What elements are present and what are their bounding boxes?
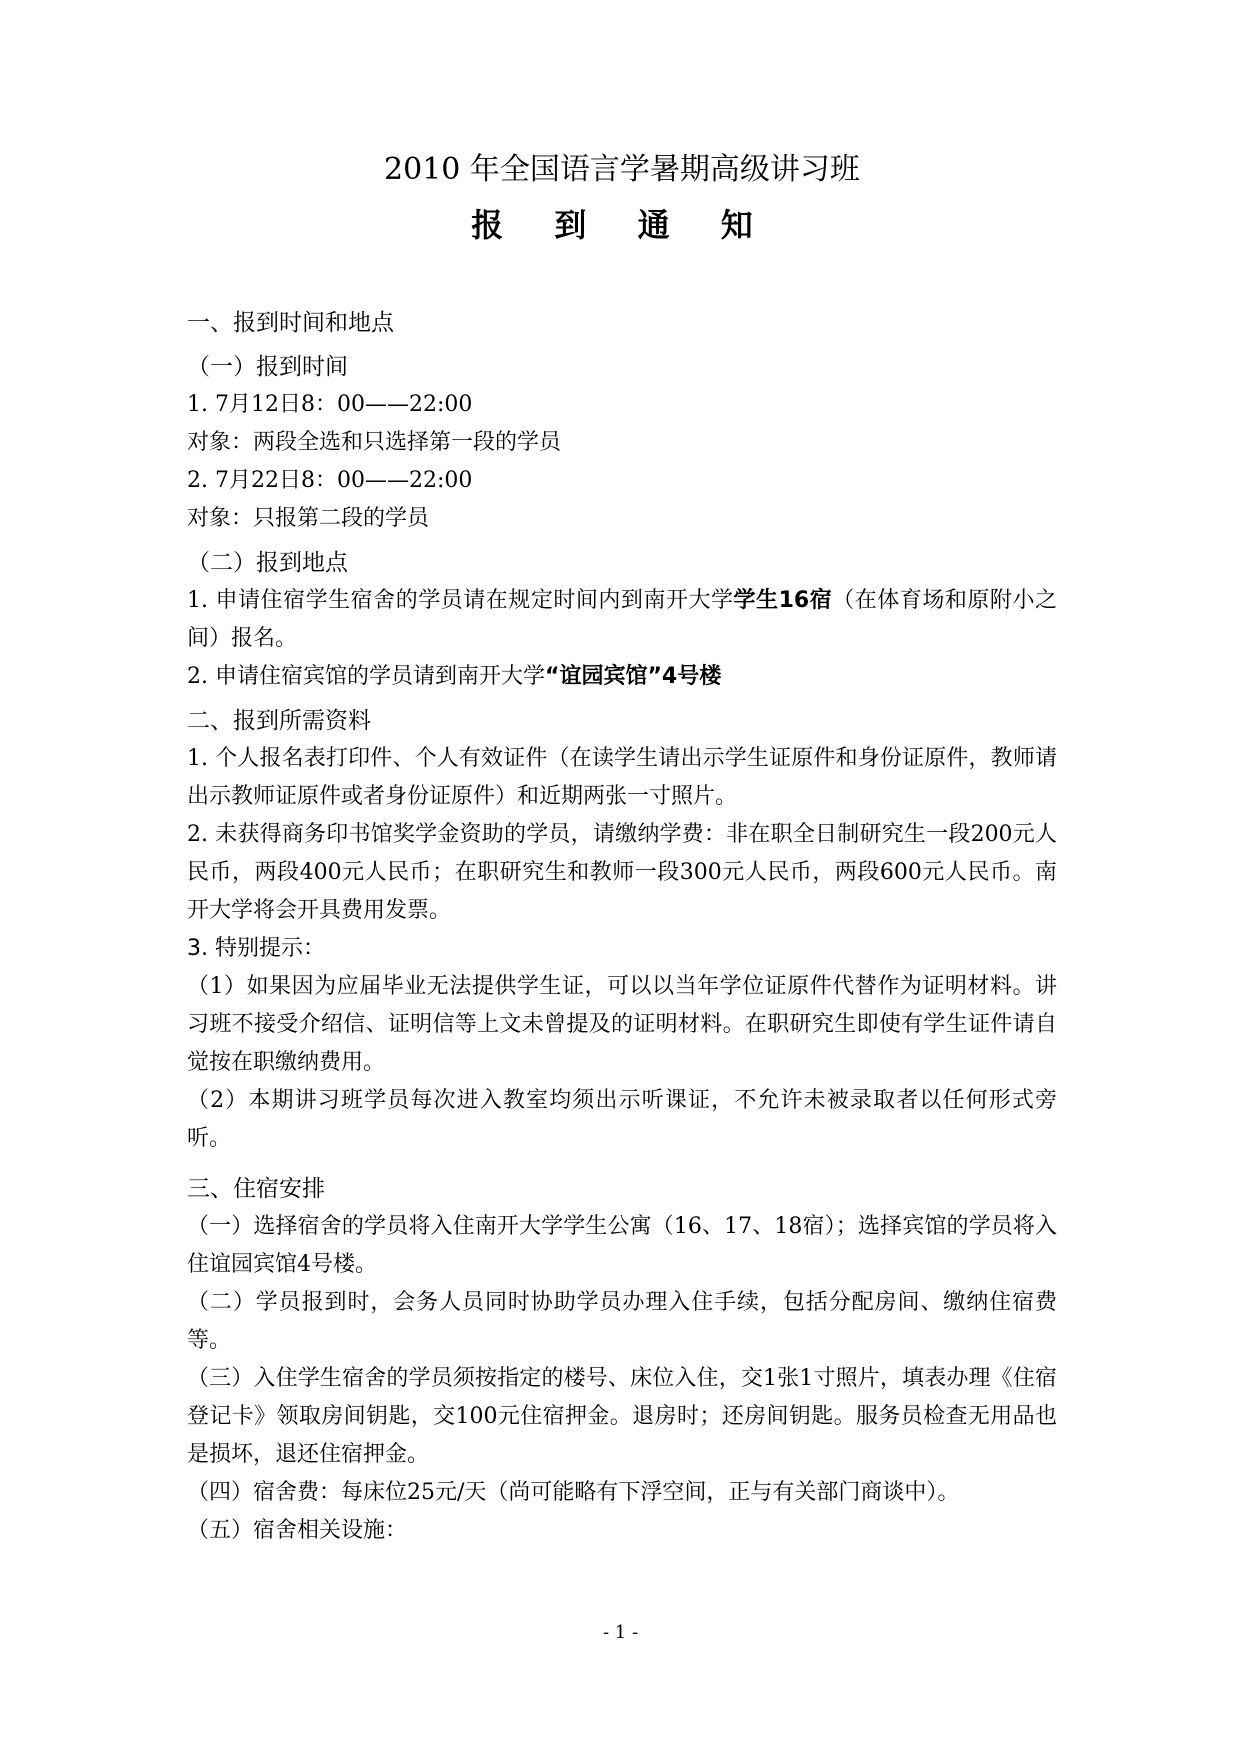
accommodation-item-3-text: 入住学生宿舍的学员须按指定的楼号、床位入住，交1张1寸照片，填表办理《住宿登记卡》领取房间钥匙，交100元住宿押金。退房时；还房间钥匙。服务员检查无用品也是损坏，退还住宿押金。 (187, 1366, 1057, 1467)
accommodation-item-5-lead: （五） (187, 1518, 254, 1543)
section-1-sub2-heading: （二）报到地点 (187, 550, 348, 576)
accommodation-item-5 (187, 1512, 1057, 1550)
registration-place-1-location: 学生16宿 (733, 588, 833, 613)
registration-time-2: 2. 7月22日8：00——22:00 (187, 468, 473, 493)
section-1-heading: 一、报到时间和地点 (187, 310, 394, 336)
section-2-heading: 二、报到所需资料 (187, 708, 371, 734)
accommodation-item-4 (187, 1474, 1057, 1512)
accommodation-item-3-lead: （三） (187, 1366, 254, 1391)
accommodation-item-4-text: 宿舍费：每床位25元/天（尚可能略有下浮空间，正与有关部门商谈中）。 (253, 1480, 960, 1505)
registration-place-1-text-c: （在体育场和原附小之间）报名。 (187, 588, 1057, 651)
document-title: 2010 年全国语言学暑期高级讲习班 (384, 152, 860, 187)
accommodation-item-5-text: 宿舍相关设施： (253, 1518, 408, 1543)
registration-place-2 (187, 658, 1057, 696)
document-page (187, 150, 1057, 1550)
accommodation-item-2-text: 学员报到时，会务人员同时协助学员办理入住手续，包括分配房间、缴纳住宿费等。 (187, 1290, 1057, 1353)
accommodation-item-2 (187, 1284, 1057, 1360)
accommodation-item-1-text: 选择宿舍的学员将入住南开大学学生公寓（16、17、18宿）；选择宾馆的学员将入住谊园宾馆4号楼。 (187, 1214, 1057, 1277)
registration-place-2-location: “谊园宾馆”4号楼 (545, 664, 722, 689)
special-note-2: （2）本期讲习班学员每次进入教室均须出示听课证，不允许未被录取者以任何形式旁听。 (187, 1088, 1057, 1151)
page-number: - 1 - (602, 1622, 639, 1643)
section-1-sub1-heading: （一）报到时间 (187, 354, 348, 380)
registration-time-1: 1. 7月12日8：00——22:00 (187, 392, 473, 417)
registration-place-1-text-a: 1. 申请住宿学生宿舍的学员请在规定时间内到南开大学 (187, 588, 734, 613)
accommodation-item-1-lead: （一） (187, 1214, 254, 1239)
materials-item-1: 1. 个人报名表打印件、个人有效证件（在读学生请出示学生证原件和身份证原件，教师请出示教师证原件或者身份证原件）和近期两张一寸照片。 (187, 746, 1057, 809)
accommodation-item-4-lead: （四） (187, 1480, 254, 1505)
special-note-heading: 3. 特别提示： (187, 936, 325, 961)
section-3-heading: 三、住宿安排 (187, 1176, 325, 1202)
materials-item-2: 2. 未获得商务印书馆奖学金资助的学员，请缴纳学费：非在职全日制研究生一段200元人民币，两段400元人民币；在职研究生和教师一段300元人民币，两段600元人民币。南开大学将会开具费用发票。 (187, 822, 1057, 923)
special-note-1: （1）如果因为应届毕业无法提供学生证，可以以当年学位证原件代替作为证明材料。讲习班不接受介绍信、证明信等上文未曾提及的证明材料。在职研究生即使有学生证件请自觉按在职缴纳费用。 (187, 974, 1057, 1075)
accommodation-item-1 (187, 1208, 1057, 1284)
registration-place-1 (187, 582, 1057, 658)
accommodation-item-3 (187, 1360, 1057, 1474)
document-subtitle: 报 到 通 知 (471, 206, 773, 244)
registration-target-1: 对象：两段全选和只选择第一段的学员 (187, 430, 562, 455)
registration-target-2: 对象：只报第二段的学员 (187, 506, 430, 531)
accommodation-item-2-lead: （二） (187, 1290, 256, 1315)
registration-place-2-text-a: 2. 申请住宿宾馆的学员请到南开大学 (187, 664, 545, 689)
